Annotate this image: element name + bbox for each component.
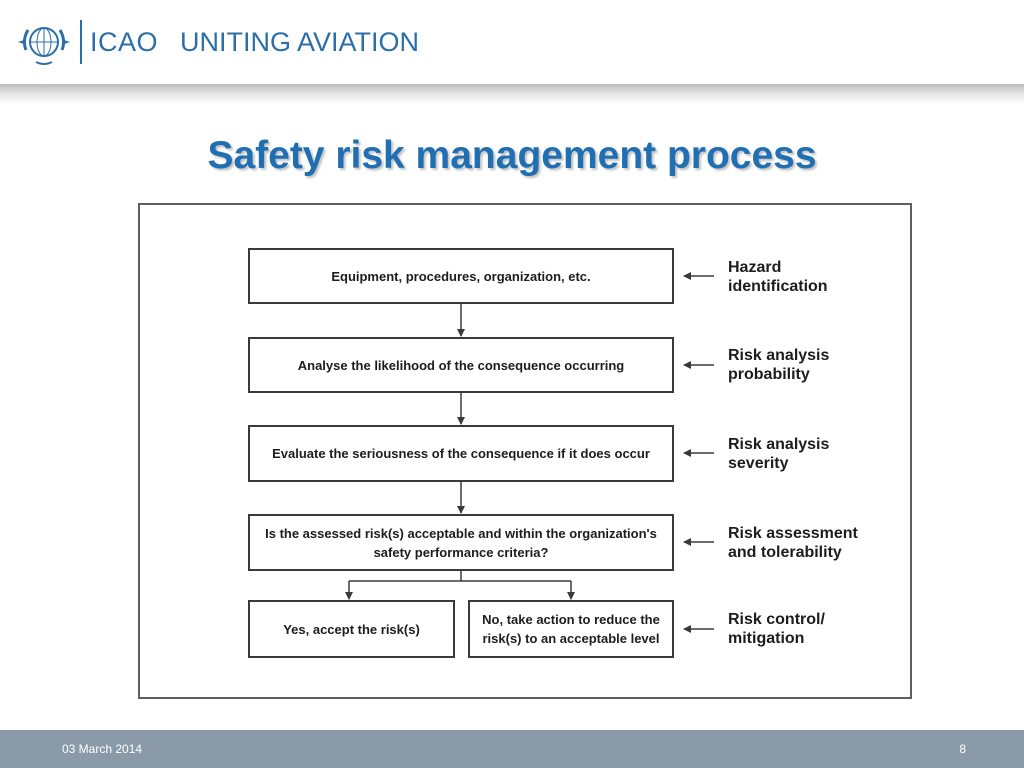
org-name: ICAO	[90, 27, 159, 57]
label-risk-mitigation: Risk control/ mitigation	[728, 611, 825, 647]
step-equipment-box: Equipment, procedures, organization, etc.	[248, 248, 674, 304]
header-shadow	[0, 84, 1024, 104]
label-risk-severity: Risk analysis severity	[728, 436, 830, 472]
header-bar	[0, 0, 1024, 84]
label-hazard-identification: Hazard identification	[728, 259, 828, 295]
step-likelihood-box: Analyse the likelihood of the consequence occurring	[248, 337, 674, 393]
process-diagram	[138, 203, 912, 699]
org-tagline: UNITING AVIATION	[180, 27, 420, 57]
label-risk-probability: Risk analysis probability	[728, 347, 830, 383]
footer-bar	[0, 730, 1024, 768]
step-acceptability-box: Is the assessed risk(s) acceptable and within the organization's safety performance criteria?	[248, 514, 674, 571]
step-accept-box: Yes, accept the risk(s)	[248, 600, 455, 658]
label-risk-tolerability: Risk assessment and tolerability	[728, 525, 858, 561]
page-number: 8	[959, 742, 966, 756]
step-mitigate-box: No, take action to reduce the risk(s) to an acceptable level	[468, 600, 674, 658]
step-severity-box: Evaluate the seriousness of the consequence if it does occur	[248, 425, 674, 482]
footer-date: 03 March 2014	[62, 742, 143, 756]
icao-emblem-icon	[16, 14, 72, 70]
slide-title: Safety risk management process	[207, 134, 817, 177]
logo-divider	[80, 20, 82, 64]
